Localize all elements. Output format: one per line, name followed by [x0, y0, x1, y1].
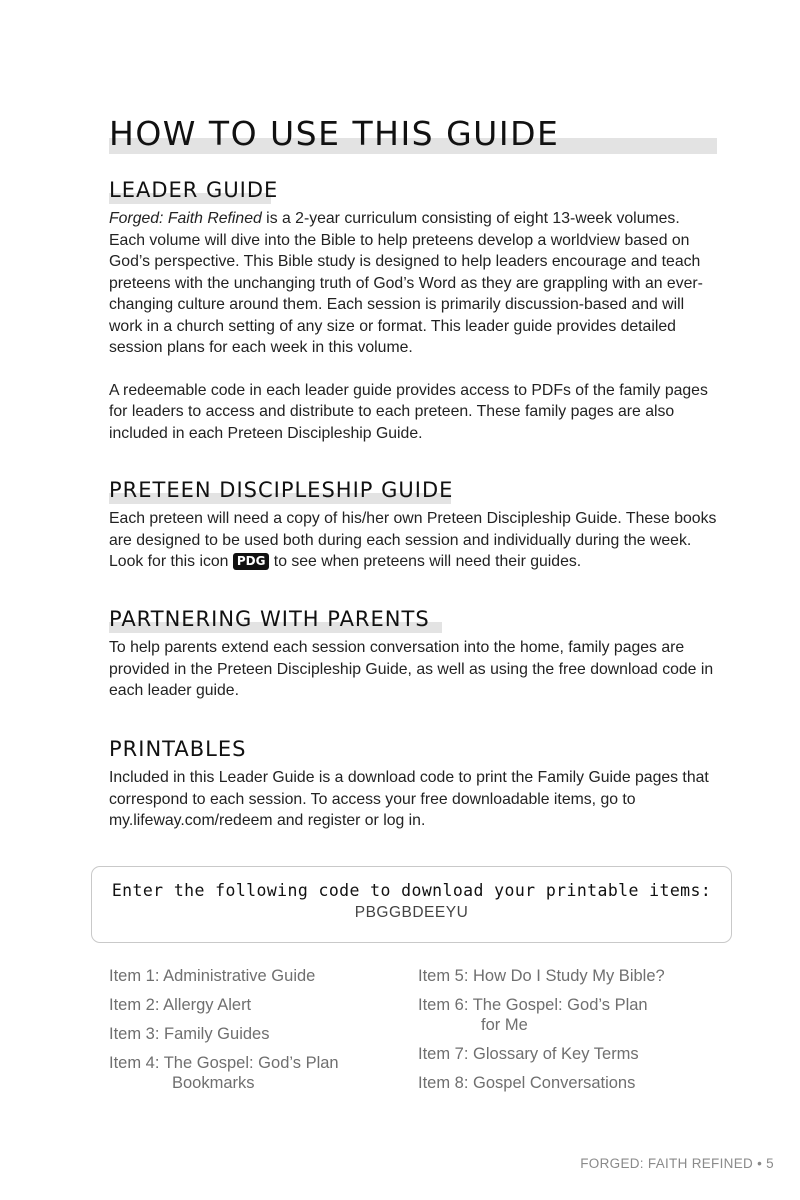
list-item: Item 8: Gospel Conversations — [418, 1074, 636, 1092]
paragraph-text: Each preteen will need a copy of his/her own Preteen Discipleship Guide. These books are designed to be used both during each session and individually during the week. Look for this icon — [109, 510, 717, 570]
download-code: PBGGBDEEYU — [354, 904, 469, 921]
printable-items-right-column — [418, 966, 718, 1102]
curriculum-title: Forged: Faith Refined — [109, 210, 262, 227]
list-item: Item 6: The Gospel: God’s Plan for Me — [418, 996, 648, 1034]
list-item: Item 5: How Do I Study My Bible? — [418, 967, 665, 985]
section-heading: PRETEEN DISCIPLESHIP GUIDE — [109, 478, 454, 502]
list-item: Item 4: The Gospel: God’s Plan Bookmarks — [109, 1054, 339, 1092]
pdg-icon: PDG — [233, 553, 270, 570]
paragraph-text: to see when preteens will need their guides. — [269, 553, 582, 570]
section-preteen-discipleship-guide — [109, 476, 719, 573]
leader-guide-paragraph-1 — [109, 208, 719, 359]
list-item: Item 2: Allergy Alert — [109, 996, 252, 1014]
code-prompt: Enter the following code to download your printable items: — [111, 881, 712, 900]
section-partnering-with-parents — [109, 605, 719, 702]
page-title: HOW TO USE THIS GUIDE — [109, 114, 560, 153]
leader-guide-paragraph-2: A redeemable code in each leader guide provides access to PDFs of the family pages for leaders to access and distribute to each preteen. These family pages are also included in each Preteen Discipleship Guide. — [109, 381, 708, 442]
heading-block — [109, 476, 453, 504]
section-leader-guide — [109, 176, 719, 444]
parents-paragraph: To help parents extend each session conversation into the home, family pages are provided in the Preteen Discipleship Guide, as well as using the free download code in each leader guide. — [109, 639, 714, 699]
heading-block — [109, 735, 246, 763]
section-heading: PRINTABLES — [109, 737, 247, 761]
page-title-block — [109, 116, 717, 156]
section-printables — [109, 735, 719, 832]
list-item: Item 3: Family Guides — [109, 1025, 270, 1043]
printables-paragraph: Included in this Leader Guide is a download code to print the Family Guide pages that correspond to each session. To access your free downloadable items, go to my.lifeway.com/redeem and register or log in. — [109, 769, 709, 829]
download-code-box — [91, 866, 732, 943]
heading-block — [109, 605, 430, 633]
page-footer: FORGED: FAITH REFINED • 5 — [580, 1156, 774, 1171]
preteen-guide-paragraph — [109, 508, 719, 573]
heading-block — [109, 176, 278, 204]
paragraph-text: is a 2-year curriculum consisting of eight 13-week volumes. Each volume will dive into the Bible to help preteens develop a worldview based on God’s perspective. This Bible study is designed to help leaders encourage and teach preteens with the unchanging truth of God’s Word as they are grappling with an ever-changing culture around them. Each session is primarily discussion-based and will work in a church setting of any size or format. This leader guide provides detailed session plans for each week in this volume. — [109, 210, 703, 356]
printable-items-left-column — [109, 966, 399, 1102]
list-item: Item 1: Administrative Guide — [109, 967, 316, 985]
list-item: Item 7: Glossary of Key Terms — [418, 1045, 639, 1063]
section-heading: PARTNERING WITH PARENTS — [109, 607, 430, 631]
section-heading: LEADER GUIDE — [109, 178, 279, 202]
